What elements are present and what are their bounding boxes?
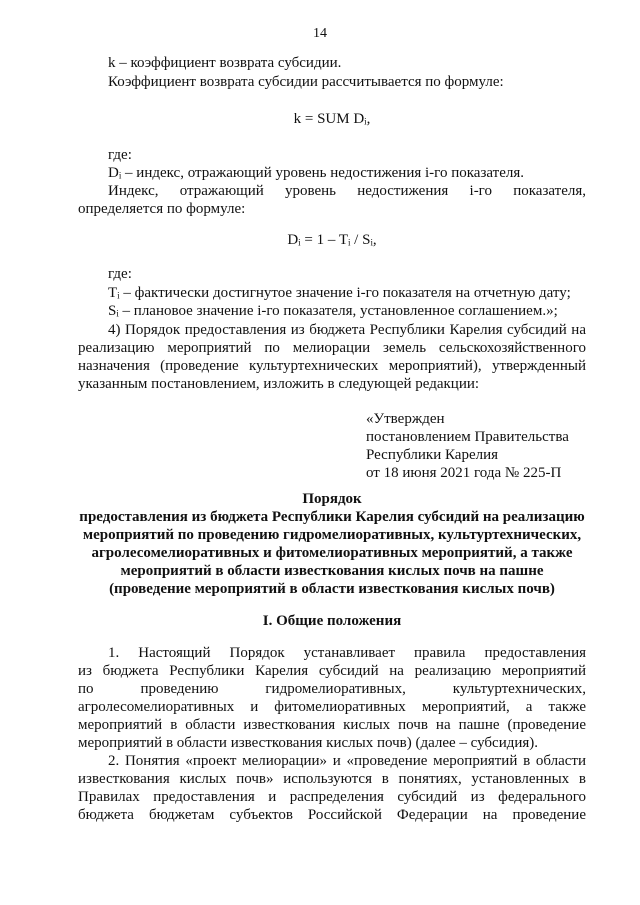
text-line: указанным постановлением, изложить в следующей редакции: xyxy=(78,376,480,392)
text-line: где: xyxy=(108,147,132,163)
approval-line: от 18 июня 2021 года № 225-П xyxy=(366,465,562,481)
approval-line: постановлением Правительства xyxy=(366,429,569,445)
text-line: Индекс, отражающий уровень недостижения i-го показателя, xyxy=(108,183,586,199)
text-line: 1. Настоящий Порядок устанавливает правила предоставления xyxy=(108,645,586,661)
formula: k = SUM Dᵢ, xyxy=(293,111,371,127)
page-number: 14 xyxy=(313,26,327,41)
text-line: известкования кислых почв» используются в понятиях, установленных в xyxy=(78,771,586,787)
text-line: 4) Порядок предоставления из бюджета Республики Карелия субсидий на xyxy=(108,322,586,338)
text-line: из бюджета Республики Карелия субсидий на реализацию мероприятий xyxy=(78,663,586,679)
section-heading: I. Общие положения xyxy=(262,613,402,629)
approval-line: «Утвержден xyxy=(366,411,445,427)
formula: Dᵢ = 1 – Tᵢ / Sᵢ, xyxy=(287,232,377,248)
document-title-line: предоставления из бюджета Республики Карелия субсидий на реализацию xyxy=(79,509,585,525)
text-line: мероприятий в области известкования кислых почв) (далее – субсидия). xyxy=(78,735,539,751)
text-line: Dᵢ – индекс, отражающий уровень недостижения i-го показателя. xyxy=(108,165,524,181)
text-line: реализацию мероприятий по мелиорации земель сельскохозяйственного xyxy=(78,340,586,356)
document-title-line: агролесомелиоративных и фитомелиоративных мероприятий, а также xyxy=(91,545,573,561)
text-line: где: xyxy=(108,266,132,282)
text-line: Sᵢ – плановое значение i-го показателя, установленное соглашением.»; xyxy=(108,303,558,319)
text-line: 2. Понятия «проект мелиорации» и «проведение мероприятий в области xyxy=(108,753,586,769)
text-line: бюджета бюджетам субъектов Российской Федерации на проведение xyxy=(78,807,586,823)
approval-line: Республики Карелия xyxy=(366,447,499,463)
text-line: назначения (проведение культуртехнических мероприятий), утвержденный xyxy=(78,358,586,374)
text-line: Правилах предоставления и распределения субсидий из федерального xyxy=(78,789,586,805)
text-line: мероприятий в области известкования кислых почв на пашне (проведение xyxy=(78,717,586,733)
text-line: агролесомелиоративных и фитомелиоративных мероприятий, а также xyxy=(78,699,586,715)
text-line: по проведению гидромелиоративных, культуртехнических, xyxy=(78,681,586,697)
document-title: Порядок xyxy=(302,491,362,507)
document-title-line: мероприятий по проведению гидромелиоративных, культуртехнических, xyxy=(82,527,582,543)
text-line: k – коэффициент возврата субсидии. xyxy=(108,55,342,71)
text-line: Tᵢ – фактически достигнутое значение i-го показателя на отчетную дату; xyxy=(108,285,571,301)
document-title-line: (проведение мероприятий в области известкования кислых почв) xyxy=(109,581,555,597)
text-line: Коэффициент возврата субсидии рассчитывается по формуле: xyxy=(108,74,504,90)
text-line: определяется по формуле: xyxy=(78,201,246,217)
document-title-line: мероприятий в области известкования кислых почв на пашне xyxy=(120,563,544,579)
